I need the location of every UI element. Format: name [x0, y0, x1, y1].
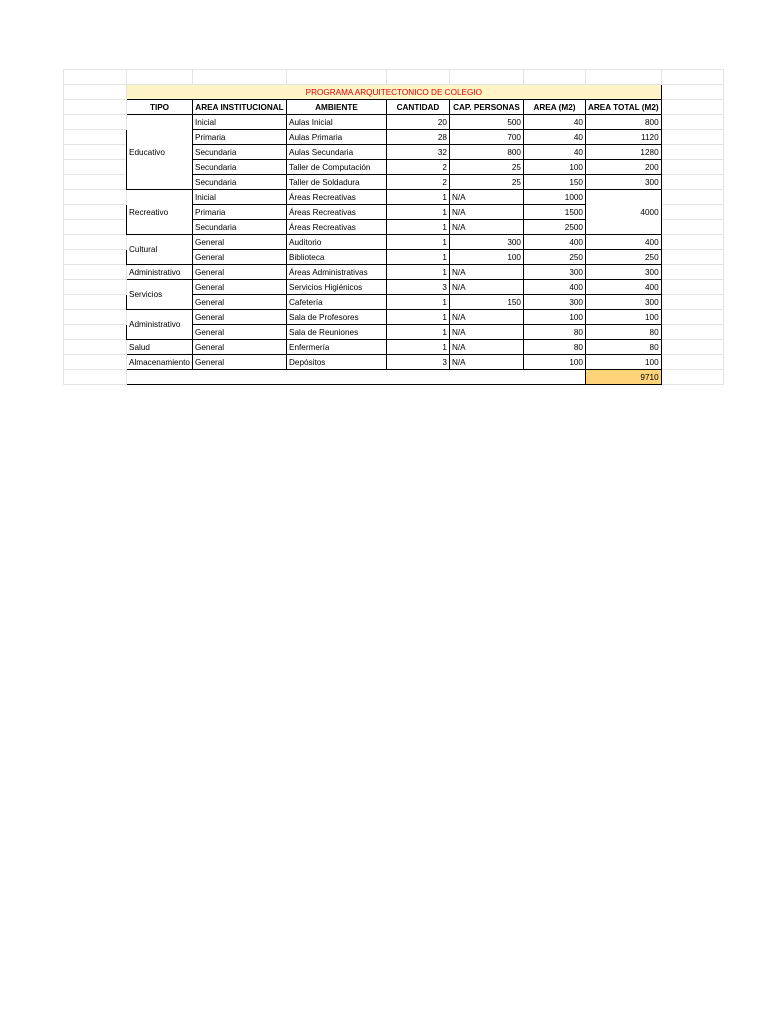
cap-cell[interactable]: N/A [449, 265, 523, 280]
empty-cell[interactable] [661, 310, 723, 325]
area-m2-cell[interactable]: 40 [523, 130, 585, 145]
table-row [64, 235, 724, 250]
area-cell[interactable]: Primaria [192, 130, 286, 145]
empty-cell[interactable] [661, 295, 723, 310]
tipo-cell[interactable]: Recreativo [127, 190, 193, 235]
program-table [63, 69, 724, 385]
ambiente-cell[interactable]: Enfermería [286, 340, 386, 355]
table-row [64, 340, 724, 355]
cap-cell[interactable]: 100 [449, 250, 523, 265]
cantidad-cell[interactable]: 1 [386, 220, 449, 235]
area-cell[interactable]: Inicial [192, 190, 286, 205]
area-cell[interactable]: General [192, 310, 286, 325]
area-m2-cell[interactable]: 150 [523, 175, 585, 190]
area-total-cell[interactable]: 400 [585, 280, 661, 295]
empty-cell[interactable] [64, 145, 127, 160]
ambiente-cell[interactable]: Áreas Recreativas [286, 190, 386, 205]
empty-cell[interactable] [661, 130, 723, 145]
table-title[interactable]: PROGRAMA ARQUITECTONICO DE COLEGIO [127, 85, 662, 100]
cantidad-cell[interactable]: 1 [386, 265, 449, 280]
area-total-cell[interactable]: 1120 [585, 130, 661, 145]
empty-cell[interactable] [585, 70, 661, 85]
area-total-cell[interactable]: 400 [585, 235, 661, 250]
area-total-cell[interactable]: 800 [585, 115, 661, 130]
cap-cell[interactable]: N/A [449, 205, 523, 220]
empty-cell[interactable] [386, 70, 449, 85]
tipo-cell[interactable]: Educativo [127, 115, 193, 190]
empty-cell[interactable] [661, 85, 723, 100]
ambiente-cell[interactable]: Áreas Recreativas [286, 205, 386, 220]
empty-cell[interactable] [661, 265, 723, 280]
cantidad-cell[interactable]: 1 [386, 340, 449, 355]
empty-cell[interactable] [64, 370, 127, 385]
area-cell[interactable]: Inicial [192, 115, 286, 130]
area-m2-cell[interactable]: 80 [523, 325, 585, 340]
cap-cell[interactable]: 25 [449, 160, 523, 175]
cantidad-cell[interactable]: 1 [386, 235, 449, 250]
area-m2-cell[interactable]: 300 [523, 295, 585, 310]
empty-cell[interactable] [286, 70, 386, 85]
area-total-cell[interactable]: 80 [585, 325, 661, 340]
area-m2-cell[interactable]: 40 [523, 145, 585, 160]
cap-cell[interactable]: N/A [449, 355, 523, 370]
tipo-cell[interactable]: Almacenamiento [127, 355, 193, 370]
ambiente-cell[interactable]: Auditorio [286, 235, 386, 250]
table-row [64, 70, 724, 85]
cap-cell[interactable]: N/A [449, 280, 523, 295]
cantidad-cell[interactable]: 3 [386, 280, 449, 295]
table-row [64, 310, 724, 325]
ambiente-cell[interactable]: Sala de Profesores [286, 310, 386, 325]
cap-cell[interactable]: 25 [449, 175, 523, 190]
ambiente-cell[interactable]: Aulas Secundaria [286, 145, 386, 160]
area-cell[interactable]: General [192, 355, 286, 370]
column-header[interactable]: TIPO [127, 100, 193, 115]
area-m2-cell[interactable]: 400 [523, 280, 585, 295]
ambiente-cell[interactable]: Áreas Administrativas [286, 265, 386, 280]
tipo-cell[interactable]: Salud [127, 340, 193, 355]
cantidad-cell[interactable]: 2 [386, 160, 449, 175]
area-total-cell[interactable]: 100 [585, 355, 661, 370]
area-m2-cell[interactable]: 300 [523, 265, 585, 280]
empty-cell[interactable] [64, 70, 127, 85]
tipo-cell[interactable]: Servicios [127, 280, 193, 310]
cap-cell[interactable]: N/A [449, 340, 523, 355]
empty-cell[interactable] [661, 220, 723, 235]
ambiente-cell[interactable]: Taller de Soldadura [286, 175, 386, 190]
empty-cell[interactable] [661, 250, 723, 265]
spreadsheet [63, 69, 724, 385]
tipo-cell[interactable]: Cultural [127, 235, 193, 265]
area-total-cell[interactable]: 200 [585, 160, 661, 175]
empty-cell[interactable] [64, 355, 127, 370]
tipo-cell[interactable]: Administrativo [127, 265, 193, 280]
column-header[interactable]: AREA INSTITUCIONAL [192, 100, 286, 115]
tipo-cell[interactable]: Administrativo [127, 310, 193, 340]
empty-cell[interactable] [661, 355, 723, 370]
table-row [64, 100, 724, 115]
cap-cell[interactable]: 300 [449, 235, 523, 250]
cap-cell[interactable]: N/A [449, 310, 523, 325]
empty-cell[interactable] [64, 205, 127, 220]
empty-cell[interactable] [661, 370, 723, 385]
ambiente-cell[interactable]: Depósitos [286, 355, 386, 370]
area-m2-cell[interactable]: 100 [523, 355, 585, 370]
column-header[interactable]: CANTIDAD [386, 100, 449, 115]
empty-cell[interactable] [64, 295, 127, 310]
area-m2-cell[interactable]: 1000 [523, 190, 585, 205]
cantidad-cell[interactable]: 32 [386, 145, 449, 160]
column-header[interactable]: CAP. PERSONAS [449, 100, 523, 115]
ambiente-cell[interactable]: Servicios Higiénicos [286, 280, 386, 295]
area-m2-cell[interactable]: 100 [523, 310, 585, 325]
area-total-cell[interactable]: 1280 [585, 145, 661, 160]
empty-cell[interactable] [661, 205, 723, 220]
area-m2-cell[interactable]: 80 [523, 340, 585, 355]
cantidad-cell[interactable]: 1 [386, 205, 449, 220]
area-cell[interactable]: General [192, 235, 286, 250]
area-cell[interactable]: General [192, 280, 286, 295]
column-header[interactable]: AMBIENTE [286, 100, 386, 115]
empty-cell[interactable] [64, 160, 127, 175]
cantidad-cell[interactable]: 1 [386, 325, 449, 340]
cap-cell[interactable]: N/A [449, 190, 523, 205]
cantidad-cell[interactable]: 20 [386, 115, 449, 130]
ambiente-cell[interactable]: Sala de Reuniones [286, 325, 386, 340]
empty-cell[interactable] [64, 325, 127, 340]
cap-cell[interactable]: 500 [449, 115, 523, 130]
area-total-cell[interactable]: 250 [585, 250, 661, 265]
empty-cell[interactable] [127, 70, 193, 85]
empty-cell[interactable] [661, 280, 723, 295]
area-cell[interactable]: Primaria [192, 205, 286, 220]
cap-cell[interactable]: 150 [449, 295, 523, 310]
ambiente-cell[interactable]: Aulas Primaria [286, 130, 386, 145]
cap-cell[interactable]: 700 [449, 130, 523, 145]
empty-cell[interactable] [449, 70, 523, 85]
empty-cell[interactable] [661, 340, 723, 355]
empty-cell[interactable] [661, 175, 723, 190]
table-row [64, 280, 724, 295]
area-total-cell[interactable]: 300 [585, 265, 661, 280]
empty-cell[interactable] [661, 235, 723, 250]
empty-cell[interactable] [661, 70, 723, 85]
area-cell[interactable]: General [192, 325, 286, 340]
area-m2-cell[interactable]: 250 [523, 250, 585, 265]
ambiente-cell[interactable]: Áreas Recreativas [286, 220, 386, 235]
empty-cell[interactable] [64, 235, 127, 250]
cantidad-cell[interactable]: 3 [386, 355, 449, 370]
empty-cell[interactable] [64, 310, 127, 325]
cantidad-cell[interactable]: 28 [386, 130, 449, 145]
table-row [64, 85, 724, 100]
empty-cell[interactable] [661, 145, 723, 160]
column-header[interactable]: AREA (M2) [523, 100, 585, 115]
area-total-cell[interactable]: 4000 [585, 190, 661, 235]
ambiente-cell[interactable]: Biblioteca [286, 250, 386, 265]
area-total-cell[interactable]: 80 [585, 340, 661, 355]
cantidad-cell[interactable]: 1 [386, 295, 449, 310]
ambiente-cell[interactable]: Cafetería [286, 295, 386, 310]
area-total-cell[interactable]: 300 [585, 295, 661, 310]
area-m2-cell[interactable]: 100 [523, 160, 585, 175]
cantidad-cell[interactable]: 2 [386, 175, 449, 190]
cap-cell[interactable]: N/A [449, 220, 523, 235]
table-row [64, 265, 724, 280]
empty-cell[interactable] [64, 175, 127, 190]
area-total-cell[interactable]: 300 [585, 175, 661, 190]
empty-cell[interactable] [661, 100, 723, 115]
area-cell[interactable]: Secundaria [192, 220, 286, 235]
empty-cell[interactable] [523, 70, 585, 85]
area-m2-cell[interactable]: 1500 [523, 205, 585, 220]
cantidad-cell[interactable]: 1 [386, 190, 449, 205]
empty-cell[interactable] [64, 100, 127, 115]
empty-cell[interactable] [64, 85, 127, 100]
empty-cell[interactable] [64, 130, 127, 145]
table-row [64, 370, 724, 385]
ambiente-cell[interactable]: Taller de Computación [286, 160, 386, 175]
area-cell[interactable]: Secundaria [192, 160, 286, 175]
table-row [64, 355, 724, 370]
cap-cell[interactable]: N/A [449, 325, 523, 340]
area-m2-cell[interactable]: 400 [523, 235, 585, 250]
area-cell[interactable]: General [192, 250, 286, 265]
area-cell[interactable]: General [192, 295, 286, 310]
empty-cell[interactable] [64, 220, 127, 235]
area-cell[interactable]: Secundaria [192, 145, 286, 160]
empty-cell[interactable] [192, 70, 286, 85]
empty-cell[interactable] [661, 325, 723, 340]
area-cell[interactable]: General [192, 265, 286, 280]
area-m2-cell[interactable]: 2500 [523, 220, 585, 235]
empty-cell[interactable] [661, 160, 723, 175]
empty-cell[interactable] [64, 265, 127, 280]
table-row [64, 115, 724, 130]
table-row [64, 190, 724, 205]
area-total-cell[interactable]: 100 [585, 310, 661, 325]
empty-cell[interactable] [64, 340, 127, 355]
cantidad-cell[interactable]: 1 [386, 310, 449, 325]
empty-cell[interactable] [64, 250, 127, 265]
ambiente-cell[interactable]: Aulas Inicial [286, 115, 386, 130]
area-m2-cell[interactable]: 40 [523, 115, 585, 130]
totals-blank[interactable] [127, 370, 586, 385]
area-cell[interactable]: Secundaria [192, 175, 286, 190]
empty-cell[interactable] [64, 115, 127, 130]
empty-cell[interactable] [64, 280, 127, 295]
empty-cell[interactable] [661, 115, 723, 130]
area-cell[interactable]: General [192, 340, 286, 355]
empty-cell[interactable] [64, 190, 127, 205]
empty-cell[interactable] [661, 190, 723, 205]
cap-cell[interactable]: 800 [449, 145, 523, 160]
grand-total-cell[interactable]: 9710 [585, 370, 661, 385]
cantidad-cell[interactable]: 1 [386, 250, 449, 265]
column-header[interactable]: AREA TOTAL (M2) [585, 100, 661, 115]
